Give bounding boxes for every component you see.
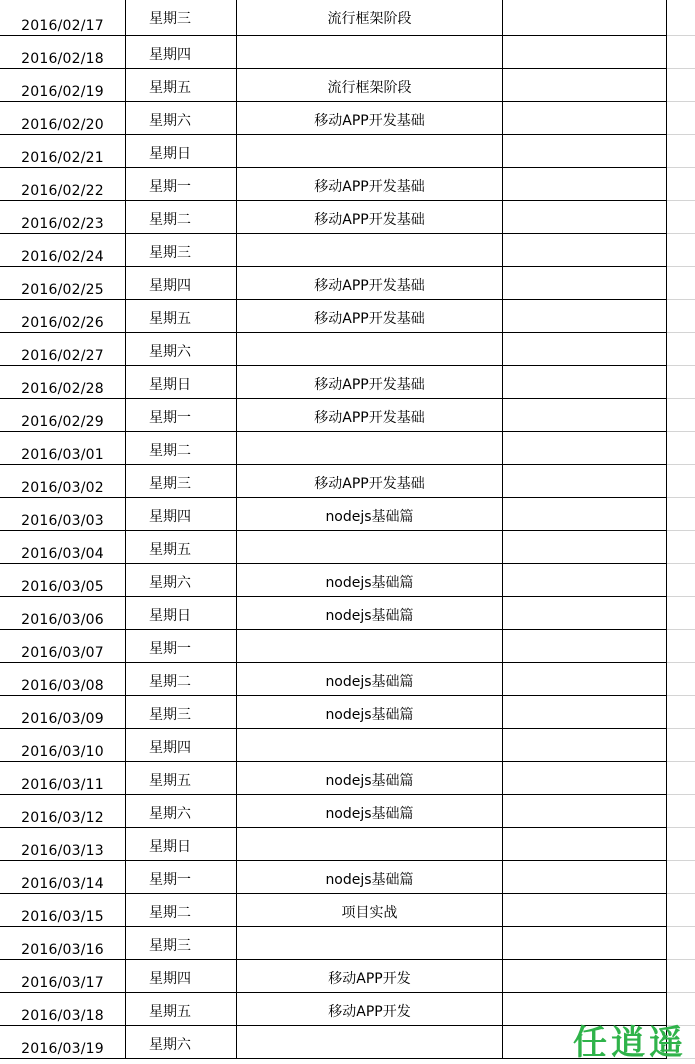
empty-cell-edge[interactable] [667,861,695,894]
weekday-cell[interactable] [126,927,237,960]
table-row [0,993,695,1026]
weekday-cell-text: 星期日 [149,608,191,624]
empty-cell-edge[interactable] [667,762,695,795]
date-cell-text: 2016/03/11 [21,777,104,793]
weekday-cell[interactable] [126,399,237,432]
date-cell[interactable] [0,729,126,762]
empty-cell[interactable] [503,762,667,795]
empty-cell-edge[interactable] [667,960,695,993]
empty-cell-edge[interactable] [667,333,695,366]
topic-cell-text: 移动APP开发基础 [314,410,425,426]
empty-cell[interactable] [503,795,667,828]
weekday-cell-text: 星期日 [149,146,191,162]
weekday-cell[interactable] [126,1026,237,1059]
topic-cell-text: nodejs基础篇 [325,773,414,789]
empty-cell-edge[interactable] [667,234,695,267]
weekday-cell-text: 星期六 [149,1037,191,1053]
date-cell-text: 2016/02/21 [21,150,104,166]
date-cell-text: 2016/03/16 [21,942,104,958]
empty-cell-edge[interactable] [667,696,695,729]
empty-cell-edge[interactable] [667,993,695,1026]
weekday-cell-text: 星期四 [149,971,191,987]
weekday-cell[interactable] [126,795,237,828]
weekday-cell-text: 星期五 [149,1004,191,1020]
empty-cell-edge[interactable] [667,69,695,102]
empty-cell[interactable] [503,597,667,630]
date-cell[interactable] [0,498,126,531]
table-row [0,36,695,69]
topic-cell[interactable] [237,729,503,762]
table-row [0,201,695,234]
date-cell-text: 2016/03/07 [21,645,104,661]
weekday-cell[interactable] [126,300,237,333]
empty-cell-edge[interactable] [667,531,695,564]
date-cell[interactable] [0,762,126,795]
date-cell-text: 2016/03/14 [21,876,104,892]
weekday-cell[interactable] [126,762,237,795]
topic-cell-text: 移动APP开发基础 [314,278,425,294]
weekday-cell[interactable] [126,663,237,696]
empty-cell[interactable] [503,960,667,993]
topic-cell-text: 移动APP开发基础 [314,113,425,129]
empty-cell-edge[interactable] [667,465,695,498]
empty-cell[interactable] [503,630,667,663]
topic-cell[interactable] [237,366,503,399]
weekday-cell[interactable] [126,465,237,498]
topic-cell[interactable] [237,498,503,531]
date-cell-text: 2016/03/01 [21,447,104,463]
date-cell[interactable] [0,234,126,267]
topic-cell[interactable] [237,102,503,135]
date-cell[interactable] [0,696,126,729]
date-cell[interactable] [0,366,126,399]
weekday-cell[interactable] [126,630,237,663]
date-cell-text: 2016/02/18 [21,51,104,67]
table-row [0,102,695,135]
topic-cell[interactable] [237,993,503,1026]
topic-cell[interactable] [237,630,503,663]
empty-cell-edge[interactable] [667,267,695,300]
empty-cell-edge[interactable] [667,663,695,696]
date-cell-text: 2016/03/15 [21,909,104,925]
topic-cell[interactable] [237,69,503,102]
table-row [0,564,695,597]
empty-cell-edge[interactable] [667,366,695,399]
table-row [0,69,695,102]
date-cell[interactable] [0,960,126,993]
empty-cell[interactable] [503,696,667,729]
date-cell-text: 2016/02/20 [21,117,104,133]
date-cell-text: 2016/02/28 [21,381,104,397]
empty-cell[interactable] [503,498,667,531]
date-cell[interactable] [0,861,126,894]
weekday-cell-text: 星期四 [149,509,191,525]
empty-cell[interactable] [503,432,667,465]
empty-cell-edge[interactable] [667,498,695,531]
weekday-cell[interactable] [126,498,237,531]
weekday-cell-text: 星期五 [149,80,191,96]
weekday-cell-text: 星期四 [149,278,191,294]
date-cell[interactable] [0,993,126,1026]
empty-cell-edge[interactable] [667,795,695,828]
date-cell[interactable] [0,267,126,300]
weekday-cell-text: 星期二 [149,905,191,921]
weekday-cell[interactable] [126,894,237,927]
weekday-cell-text: 星期五 [149,311,191,327]
empty-cell-edge[interactable] [667,201,695,234]
topic-cell-text: 移动APP开发 [328,1004,411,1020]
topic-cell[interactable] [237,168,503,201]
weekday-cell-text: 星期二 [149,674,191,690]
weekday-cell[interactable] [126,960,237,993]
topic-cell[interactable] [237,531,503,564]
empty-cell-edge[interactable] [667,300,695,333]
empty-cell-edge[interactable] [667,102,695,135]
weekday-cell-text: 星期日 [149,377,191,393]
empty-cell[interactable] [503,861,667,894]
topic-cell-text: 移动APP开发基础 [314,311,425,327]
empty-cell[interactable] [503,927,667,960]
table-row [0,333,695,366]
weekday-cell-text: 星期三 [149,11,191,27]
topic-cell-text: nodejs基础篇 [325,608,414,624]
weekday-cell-text: 星期二 [149,443,191,459]
empty-cell[interactable] [503,531,667,564]
date-cell[interactable] [0,1026,126,1059]
table-row [0,267,695,300]
weekday-cell-text: 星期六 [149,806,191,822]
topic-cell-text: nodejs基础篇 [325,509,414,525]
topic-cell[interactable] [237,234,503,267]
topic-cell-text: nodejs基础篇 [325,674,414,690]
table-row [0,135,695,168]
date-cell-text: 2016/03/18 [21,1008,104,1024]
topic-cell-text: nodejs基础篇 [325,806,414,822]
date-cell-text: 2016/03/02 [21,480,104,496]
topic-cell[interactable] [237,201,503,234]
empty-cell[interactable] [503,267,667,300]
empty-cell[interactable] [503,135,667,168]
date-cell-text: 2016/03/13 [21,843,104,859]
empty-cell-edge[interactable] [667,168,695,201]
empty-cell-edge[interactable] [667,828,695,861]
empty-cell-edge[interactable] [667,564,695,597]
date-cell[interactable] [0,597,126,630]
empty-cell-edge[interactable] [667,630,695,663]
topic-cell[interactable] [237,465,503,498]
topic-cell[interactable] [237,597,503,630]
topic-cell[interactable] [237,135,503,168]
weekday-cell-text: 星期六 [149,344,191,360]
empty-cell-edge[interactable] [667,399,695,432]
topic-cell-text: 移动APP开发基础 [314,179,425,195]
topic-cell[interactable] [237,0,503,36]
date-cell-text: 2016/02/27 [21,348,104,364]
topic-cell[interactable] [237,894,503,927]
topic-cell[interactable] [237,432,503,465]
topic-cell-text: 移动APP开发基础 [314,476,425,492]
topic-cell-text: nodejs基础篇 [325,707,414,723]
weekday-cell[interactable] [126,267,237,300]
topic-cell[interactable] [237,960,503,993]
weekday-cell-text: 星期四 [149,740,191,756]
table-row [0,828,695,861]
empty-cell[interactable] [503,36,667,69]
date-cell-text: 2016/02/26 [21,315,104,331]
empty-cell[interactable] [503,663,667,696]
table-row [0,498,695,531]
topic-cell[interactable] [237,795,503,828]
topic-cell-text: nodejs基础篇 [325,872,414,888]
weekday-cell-text: 星期一 [149,641,191,657]
topic-cell[interactable] [237,828,503,861]
weekday-cell-text: 星期三 [149,707,191,723]
topic-cell-text: nodejs基础篇 [325,575,414,591]
topic-cell[interactable] [237,267,503,300]
empty-cell[interactable] [503,399,667,432]
empty-cell[interactable] [503,300,667,333]
topic-cell[interactable] [237,861,503,894]
table-row [0,432,695,465]
topic-cell-text: 项目实战 [341,905,398,921]
weekday-cell-text: 星期一 [149,872,191,888]
table-row [0,927,695,960]
empty-cell-edge[interactable] [667,0,695,36]
date-cell-text: 2016/02/23 [21,216,104,232]
weekday-cell-text: 星期三 [149,245,191,261]
table-row [0,960,695,993]
table-row [0,597,695,630]
table-row [0,729,695,762]
table-row [0,399,695,432]
date-cell-text: 2016/02/29 [21,414,104,430]
date-cell-text: 2016/02/17 [21,18,104,34]
date-cell-text: 2016/03/19 [21,1041,104,1057]
date-cell[interactable] [0,102,126,135]
date-cell-text: 2016/03/05 [21,579,104,595]
weekday-cell-text: 星期三 [149,938,191,954]
table-row [0,894,695,927]
weekday-cell[interactable] [126,696,237,729]
empty-cell[interactable] [503,201,667,234]
table-row [0,762,695,795]
empty-cell[interactable] [503,0,667,36]
empty-cell-edge[interactable] [667,729,695,762]
date-cell-text: 2016/03/04 [21,546,104,562]
topic-cell-text: 移动APP开发基础 [314,377,425,393]
empty-cell[interactable] [503,69,667,102]
weekday-cell-text: 星期一 [149,179,191,195]
topic-cell-text: 流行框架阶段 [327,80,412,96]
weekday-cell-text: 星期六 [149,575,191,591]
date-cell[interactable] [0,201,126,234]
date-cell[interactable] [0,795,126,828]
empty-cell-edge[interactable] [667,894,695,927]
empty-cell-edge[interactable] [667,36,695,69]
weekday-cell[interactable] [126,135,237,168]
weekday-cell[interactable] [126,234,237,267]
topic-cell[interactable] [237,663,503,696]
weekday-cell[interactable] [126,102,237,135]
date-cell[interactable] [0,135,126,168]
weekday-cell[interactable] [126,564,237,597]
topic-cell-text: 移动APP开发 [328,971,411,987]
table-row [0,795,695,828]
date-cell-text: 2016/03/09 [21,711,104,727]
date-cell[interactable] [0,465,126,498]
topic-cell[interactable] [237,300,503,333]
date-cell-text: 2016/03/08 [21,678,104,694]
topic-cell[interactable] [237,36,503,69]
date-cell-text: 2016/03/10 [21,744,104,760]
empty-cell[interactable] [503,102,667,135]
empty-cell[interactable] [503,333,667,366]
date-cell-text: 2016/03/06 [21,612,104,628]
empty-cell[interactable] [503,366,667,399]
topic-cell[interactable] [237,927,503,960]
date-cell[interactable] [0,300,126,333]
weekday-cell[interactable] [126,531,237,564]
table-row [0,861,695,894]
date-cell[interactable] [0,531,126,564]
date-cell-text: 2016/02/24 [21,249,104,265]
table-row [0,531,695,564]
topic-cell-text: 移动APP开发基础 [314,212,425,228]
weekday-cell[interactable] [126,432,237,465]
empty-cell[interactable] [503,465,667,498]
weekday-cell-text: 星期四 [149,47,191,63]
date-cell-text: 2016/02/22 [21,183,104,199]
table-row [0,630,695,663]
weekday-cell-text: 星期五 [149,542,191,558]
weekday-cell[interactable] [126,0,237,36]
weekday-cell-text: 星期二 [149,212,191,228]
table-row [0,300,695,333]
weekday-cell[interactable] [126,729,237,762]
watermark-logo: 任逍遥 [573,1023,687,1063]
empty-cell-edge[interactable] [667,927,695,960]
table-row [0,168,695,201]
date-cell[interactable] [0,0,126,36]
weekday-cell[interactable] [126,366,237,399]
weekday-cell-text: 星期一 [149,410,191,426]
date-cell[interactable] [0,432,126,465]
table-row [0,366,695,399]
date-cell[interactable] [0,69,126,102]
topic-cell[interactable] [237,333,503,366]
empty-cell[interactable] [503,168,667,201]
table-row [0,234,695,267]
topic-cell-text: 流行框架阶段 [327,11,412,27]
date-cell[interactable] [0,663,126,696]
weekday-cell[interactable] [126,36,237,69]
weekday-cell[interactable] [126,861,237,894]
empty-cell[interactable] [503,894,667,927]
date-cell[interactable] [0,333,126,366]
empty-cell-edge[interactable] [667,432,695,465]
date-cell[interactable] [0,927,126,960]
weekday-cell-text: 星期日 [149,839,191,855]
weekday-cell[interactable] [126,201,237,234]
table-row [0,465,695,498]
date-cell-text: 2016/03/03 [21,513,104,529]
topic-cell[interactable] [237,564,503,597]
date-cell-text: 2016/02/19 [21,84,104,100]
date-cell[interactable] [0,630,126,663]
weekday-cell[interactable] [126,168,237,201]
topic-cell[interactable] [237,1026,503,1059]
table-row [0,0,695,36]
weekday-cell[interactable] [126,69,237,102]
date-cell[interactable] [0,564,126,597]
weekday-cell-text: 星期三 [149,476,191,492]
date-cell[interactable] [0,399,126,432]
date-cell[interactable] [0,828,126,861]
empty-cell-edge[interactable] [667,597,695,630]
empty-cell-edge[interactable] [667,135,695,168]
date-cell[interactable] [0,894,126,927]
weekday-cell-text: 星期五 [149,773,191,789]
weekday-cell[interactable] [126,993,237,1026]
date-cell[interactable] [0,36,126,69]
weekday-cell[interactable] [126,597,237,630]
date-cell-text: 2016/03/17 [21,975,104,991]
date-cell-text: 2016/02/25 [21,282,104,298]
empty-cell[interactable] [503,828,667,861]
topic-cell[interactable] [237,696,503,729]
topic-cell[interactable] [237,399,503,432]
empty-cell[interactable] [503,729,667,762]
weekday-cell[interactable] [126,828,237,861]
weekday-cell-text: 星期六 [149,113,191,129]
table-row [0,663,695,696]
table-row [0,696,695,729]
empty-cell[interactable] [503,993,667,1026]
empty-cell[interactable] [503,564,667,597]
topic-cell[interactable] [237,762,503,795]
weekday-cell[interactable] [126,333,237,366]
date-cell-text: 2016/03/12 [21,810,104,826]
empty-cell[interactable] [503,234,667,267]
date-cell[interactable] [0,168,126,201]
